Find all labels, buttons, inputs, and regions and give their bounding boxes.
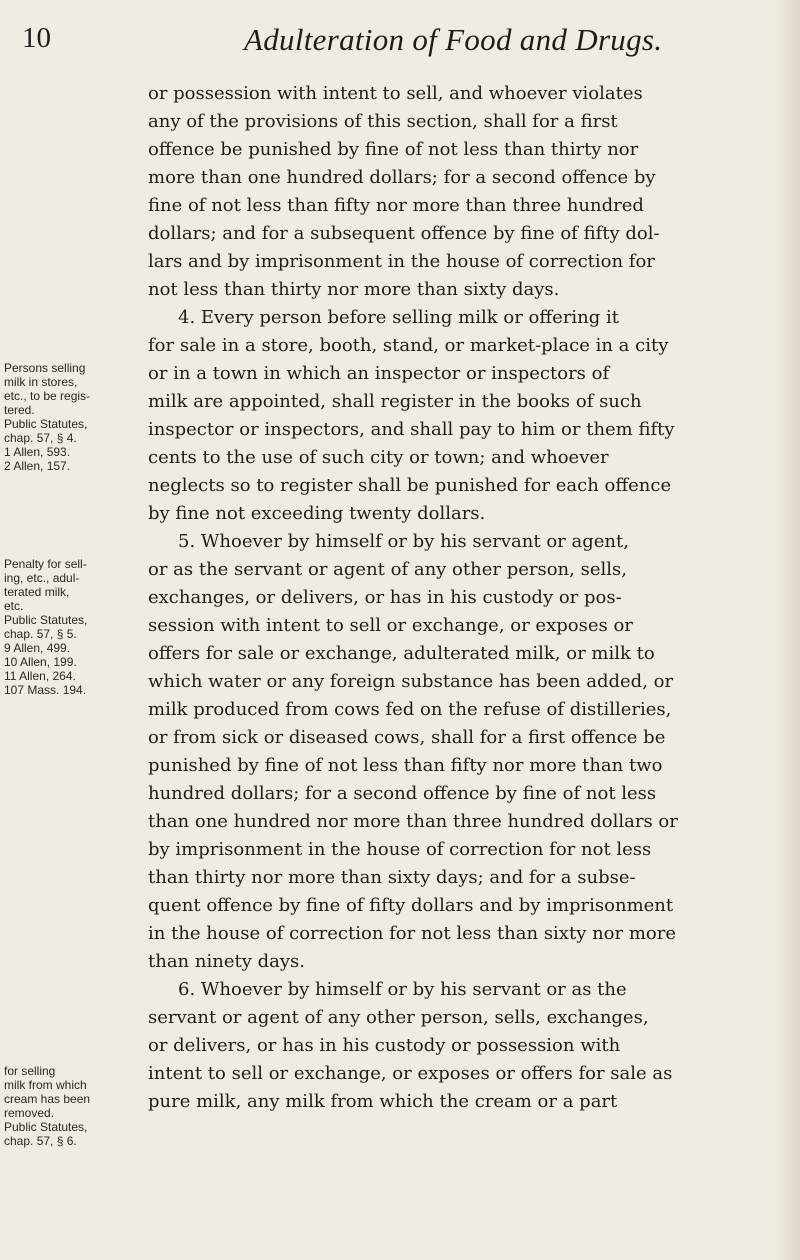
text-line: or possession with intent to sell, and whoever violates bbox=[148, 83, 643, 104]
text-line: in the house of correction for not less than sixty nor more bbox=[148, 923, 677, 944]
text-line: dollars; and for a subsequent offence by fine of fifty dol- bbox=[148, 223, 660, 244]
text-line: session with intent to sell or exchange, or exposes or bbox=[148, 615, 633, 636]
margin-note-line: chap. 57, § 5. bbox=[4, 627, 77, 641]
margin-note-line: for selling bbox=[4, 1064, 56, 1078]
text-line: servant or agent of any other person, sells, exchanges, bbox=[148, 1007, 649, 1028]
text-line: quent offence by fine of fifty dollars and by imprisonment bbox=[148, 895, 674, 916]
text-line: than one hundred nor more than three hundred dollars or bbox=[148, 811, 678, 832]
page-header bbox=[0, 22, 800, 62]
margin-note-line: Public Statutes, bbox=[4, 417, 88, 431]
text-line: or from sick or diseased cows, shall for a first offence be bbox=[148, 727, 666, 748]
margin-note-line: Public Statutes, bbox=[4, 1120, 88, 1134]
text-line: by imprisonment in the house of correction for not less bbox=[148, 839, 652, 860]
margin-note-cream-removed bbox=[4, 1064, 154, 1148]
text-line: neglects so to register shall be punished for each offence bbox=[148, 475, 672, 496]
text-line: milk are appointed, shall register in the books of such bbox=[148, 391, 642, 412]
text-line: not less than thirty nor more than sixty days. bbox=[148, 279, 560, 300]
margin-note-line: ing, etc., adul- bbox=[4, 571, 80, 585]
text-line: punished by fine of not less than fifty nor more than two bbox=[148, 755, 663, 776]
text-line: exchanges, or delivers, or has in his custody or pos- bbox=[148, 587, 622, 608]
text-line: inspector or inspectors, and shall pay to him or them fifty bbox=[148, 419, 675, 440]
text-line: pure milk, any milk from which the cream or a part bbox=[148, 1091, 618, 1112]
text-line: lars and by imprisonment in the house of correction for bbox=[148, 251, 655, 272]
body-text bbox=[148, 80, 770, 1116]
margin-note-line: 9 Allen, 499. bbox=[4, 641, 71, 655]
margin-note-line: 2 Allen, 157. bbox=[4, 459, 71, 473]
section-4-start: 4. Every person before selling milk or offering it bbox=[178, 307, 620, 328]
margin-note-line: 107 Mass. 194. bbox=[4, 683, 87, 697]
margin-note-adulterated-milk bbox=[4, 557, 154, 697]
text-line: which water or any foreign substance has been added, or bbox=[148, 671, 674, 692]
text-line: intent to sell or exchange, or exposes or offers for sale as bbox=[148, 1063, 673, 1084]
margin-note-line: milk in stores, bbox=[4, 375, 78, 389]
section-6-start: 6. Whoever by himself or by his servant or as the bbox=[178, 979, 627, 1000]
text-line: hundred dollars; for a second offence by fine of not less bbox=[148, 783, 657, 804]
margin-note-line: 11 Allen, 264. bbox=[4, 669, 76, 683]
text-line: milk produced from cows fed on the refuse of distilleries, bbox=[148, 699, 672, 720]
text-line: fine of not less than fifty nor more than three hundred bbox=[148, 195, 644, 216]
margin-note-line: terated milk, bbox=[4, 585, 70, 599]
margin-note-line: etc., to be regis- bbox=[4, 389, 91, 403]
text-line: than thirty nor more than sixty days; and for a subse- bbox=[148, 867, 636, 888]
text-line: or as the servant or agent of any other person, sells, bbox=[148, 559, 627, 580]
text-line: than ninety days. bbox=[148, 951, 305, 972]
margin-note-line: chap. 57, § 4. bbox=[4, 431, 77, 445]
margin-note-milk-registration bbox=[4, 361, 154, 473]
margin-note-line: Public Statutes, bbox=[4, 613, 88, 627]
text-line: cents to the use of such city or town; and whoever bbox=[148, 447, 609, 468]
margin-note-line: milk from which bbox=[4, 1078, 87, 1092]
text-line: or in a town in which an inspector or inspectors of bbox=[148, 363, 610, 384]
section-5-start: 5. Whoever by himself or by his servant or agent, bbox=[178, 531, 629, 552]
text-line: by fine not exceeding twenty dollars. bbox=[148, 503, 486, 524]
margin-note-line: chap. 57, § 6. bbox=[4, 1134, 77, 1148]
margin-note-line: Penalty for sell- bbox=[4, 557, 87, 571]
margin-note-line: etc. bbox=[4, 599, 24, 613]
text-line: more than one hundred dollars; for a second offence by bbox=[148, 167, 656, 188]
text-line: offence be punished by fine of not less than thirty nor bbox=[148, 139, 639, 160]
text-line: or delivers, or has in his custody or possession with bbox=[148, 1035, 621, 1056]
margin-note-line: removed. bbox=[4, 1106, 55, 1120]
text-line: for sale in a store, booth, stand, or market-place in a city bbox=[148, 335, 669, 356]
page-number: 10 bbox=[22, 22, 51, 54]
margin-note-line: cream has been bbox=[4, 1092, 91, 1106]
page-edge-shadow bbox=[774, 0, 800, 1260]
margin-note-line: 1 Allen, 593. bbox=[4, 445, 71, 459]
running-title: Adulteration of Food and Drugs. bbox=[244, 22, 663, 57]
text-line: offers for sale or exchange, adulterated milk, or milk to bbox=[148, 643, 655, 664]
text-line: any of the provisions of this section, shall for a first bbox=[148, 111, 618, 132]
margin-note-line: tered. bbox=[4, 403, 35, 417]
margin-note-line: 10 Allen, 199. bbox=[4, 655, 77, 669]
margin-note-line: Persons selling bbox=[4, 361, 86, 375]
